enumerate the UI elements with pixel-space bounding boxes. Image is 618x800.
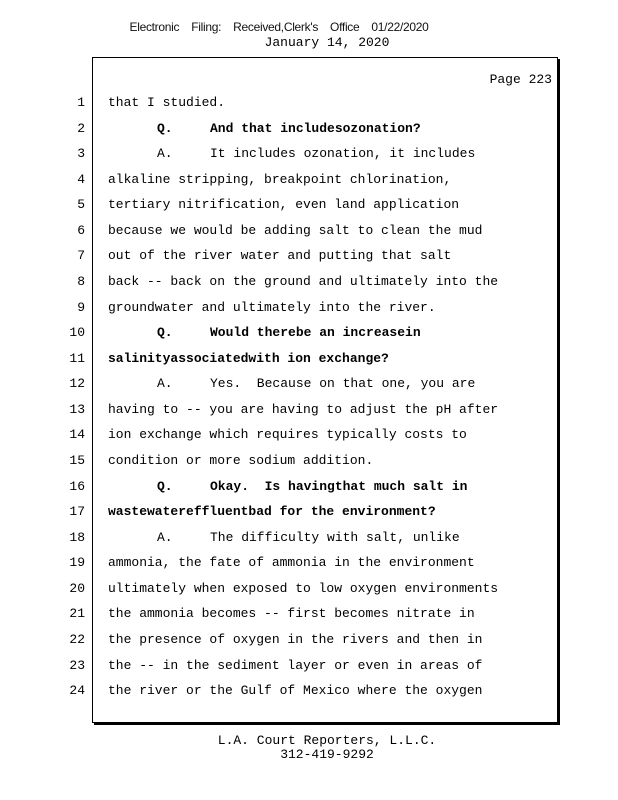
line-number: 4 — [77, 171, 85, 187]
filing-stamp-text: Electronic Filing: Received,Clerk's Office 01/22/2020 — [129, 20, 429, 34]
transcript-line — [0, 274, 618, 294]
transcript-line — [0, 376, 618, 396]
line-number: 10 — [69, 325, 85, 341]
line-number: 1 — [77, 95, 85, 110]
line-text: tertiary nitrification, even land application — [108, 197, 460, 213]
line-text: Would therebe an increasein — [210, 325, 421, 341]
transcript-line — [0, 427, 618, 447]
speaker-label: Q. — [157, 478, 173, 494]
transcript-line — [0, 530, 618, 550]
line-number: 9 — [77, 299, 85, 315]
line-number: 11 — [69, 350, 85, 366]
line-number: 14 — [69, 427, 85, 443]
line-number: 16 — [69, 478, 85, 494]
line-number: 6 — [77, 222, 85, 238]
transcript-line — [0, 146, 618, 166]
line-number: 15 — [69, 452, 85, 468]
transcript-line — [0, 555, 618, 575]
transcript-line — [0, 402, 618, 422]
line-text: ammonia, the fate of ammonia in the environment — [108, 555, 475, 571]
line-number: 13 — [69, 401, 85, 417]
transcript-line — [0, 300, 618, 320]
transcript-date: January 14, 2020 — [264, 35, 390, 50]
line-number: 18 — [69, 529, 85, 545]
speaker-label: A. — [157, 376, 173, 392]
filing-stamp — [0, 20, 618, 34]
line-text: And that includesozonation? — [210, 120, 421, 136]
line-number: 3 — [77, 146, 85, 162]
line-number: 24 — [69, 683, 85, 699]
transcript-line — [0, 504, 618, 524]
line-text: back -- back on the ground and ultimately into the — [108, 273, 499, 289]
line-text: It includes ozonation, it includes — [210, 146, 476, 162]
transcript-line — [0, 606, 618, 626]
line-number: 21 — [69, 606, 85, 622]
line-number: 17 — [69, 504, 85, 520]
transcript-line — [0, 658, 618, 678]
line-number: 19 — [69, 555, 85, 571]
line-text: ultimately when exposed to low oxygen environments — [108, 580, 499, 596]
line-number: 5 — [77, 197, 85, 213]
line-text: condition or more sodium addition. — [108, 452, 374, 468]
line-text: wastewatereffluentbad for the environment? — [108, 504, 436, 520]
line-number: 8 — [77, 273, 85, 289]
line-text: salinityassociatedwith ion exchange? — [108, 350, 389, 366]
line-text: the presence of oxygen in the rivers and then in — [108, 631, 483, 647]
transcript-line — [0, 121, 618, 141]
transcript-line — [0, 683, 618, 703]
line-text: groundwater and ultimately into the river. — [108, 299, 436, 315]
speaker-label: A. — [157, 146, 173, 162]
speaker-label: Q. — [157, 325, 173, 341]
line-number: 22 — [69, 631, 85, 647]
transcript-line — [0, 351, 618, 371]
line-text: ion exchange which requires typically costs to — [108, 427, 467, 443]
line-text: The difficulty with salt, unlike — [210, 529, 460, 545]
line-text: the river or the Gulf of Mexico where the oxygen — [108, 683, 483, 699]
transcript-line — [0, 325, 618, 345]
line-text: that I studied. — [108, 95, 226, 110]
line-number: 7 — [77, 248, 85, 264]
transcript-line — [0, 197, 618, 217]
footer-phone: 312-419-9292 — [280, 747, 374, 762]
transcript-line — [0, 248, 618, 268]
line-number: 12 — [69, 376, 85, 392]
line-number: 20 — [69, 580, 85, 596]
transcript-line — [0, 223, 618, 243]
footer-company: L.A. Court Reporters, L.L.C. — [217, 733, 437, 748]
page-number: Page 223 — [489, 72, 552, 87]
transcript-line — [0, 479, 618, 499]
transcript-line — [0, 632, 618, 652]
line-text: Yes. Because on that one, you are — [210, 376, 476, 392]
line-text: Okay. Is havingthat much salt in — [210, 478, 468, 494]
line-text: the ammonia becomes -- first becomes nitrate in — [108, 606, 475, 622]
line-text: having to -- you are having to adjust the pH after — [108, 401, 499, 417]
line-text: the -- in the sediment layer or even in areas of — [108, 657, 483, 673]
line-text: out of the river water and putting that salt — [108, 248, 452, 264]
transcript-line — [0, 581, 618, 601]
line-number: 23 — [69, 657, 85, 673]
transcript-line — [0, 172, 618, 192]
line-text: alkaline stripping, breakpoint chlorination, — [108, 171, 452, 187]
transcript-line — [0, 453, 618, 473]
speaker-label: Q. — [157, 120, 173, 136]
line-number: 2 — [77, 120, 85, 136]
transcript-line — [0, 95, 618, 115]
line-text: because we would be adding salt to clean the mud — [108, 222, 483, 238]
speaker-label: A. — [157, 529, 173, 545]
